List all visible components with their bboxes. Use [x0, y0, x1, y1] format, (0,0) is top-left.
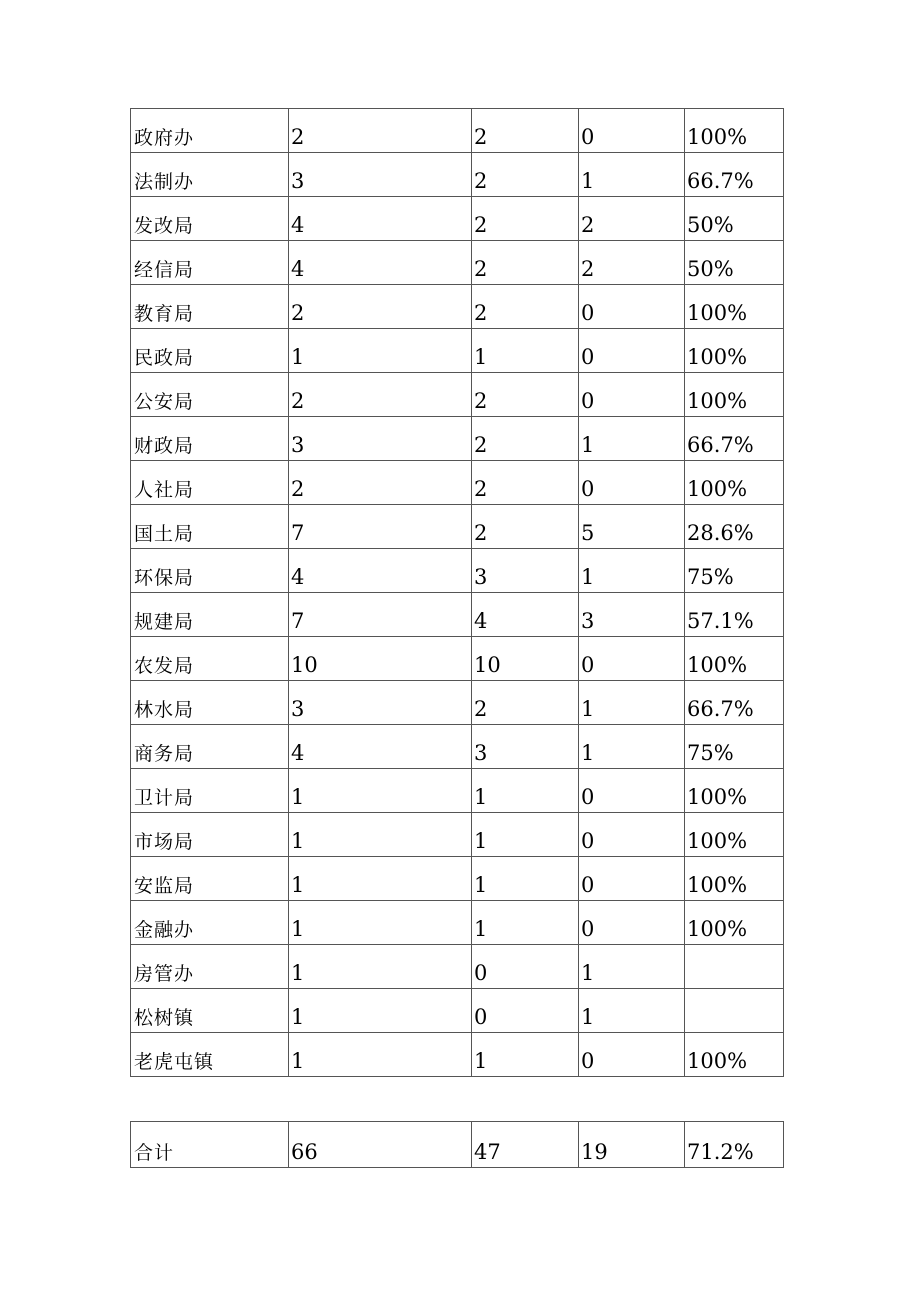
- row-col-b: 2: [472, 197, 579, 241]
- row-col-a: 1: [289, 1033, 472, 1077]
- row-col-b: 2: [472, 461, 579, 505]
- row-name: 老虎屯镇: [131, 1033, 289, 1077]
- table-row: [131, 681, 784, 725]
- row-col-b: 1: [472, 1033, 579, 1077]
- row-col-b: 0: [472, 989, 579, 1033]
- row-col-c: 0: [579, 329, 685, 373]
- row-percentage: 100%: [685, 285, 784, 329]
- row-percentage: 57.1%: [685, 593, 784, 637]
- row-col-b: 2: [472, 153, 579, 197]
- row-percentage: [685, 989, 784, 1033]
- row-percentage: 100%: [685, 813, 784, 857]
- row-name: 林水局: [131, 681, 289, 725]
- row-col-a: 1: [289, 945, 472, 989]
- row-col-c: 2: [579, 197, 685, 241]
- table-row: [131, 197, 784, 241]
- row-col-c: 0: [579, 857, 685, 901]
- row-name: 教育局: [131, 285, 289, 329]
- row-name: 发改局: [131, 197, 289, 241]
- row-name: 商务局: [131, 725, 289, 769]
- row-col-b: 1: [472, 769, 579, 813]
- row-col-b: 2: [472, 241, 579, 285]
- row-name: 环保局: [131, 549, 289, 593]
- row-col-b: 1: [472, 857, 579, 901]
- row-name: 国土局: [131, 505, 289, 549]
- table-row: [131, 857, 784, 901]
- row-col-c: 0: [579, 373, 685, 417]
- row-percentage: 66.7%: [685, 681, 784, 725]
- row-col-b: 2: [472, 109, 579, 153]
- row-col-c: 2: [579, 241, 685, 285]
- row-col-a: 1: [289, 857, 472, 901]
- row-col-a: 4: [289, 197, 472, 241]
- table-row: [131, 637, 784, 681]
- row-col-a: 2: [289, 461, 472, 505]
- row-name: 经信局: [131, 241, 289, 285]
- row-percentage: 100%: [685, 769, 784, 813]
- row-col-c: 1: [579, 681, 685, 725]
- table-row: [131, 241, 784, 285]
- total-col-a: 66: [289, 1122, 472, 1168]
- row-col-c: 1: [579, 549, 685, 593]
- row-col-b: 3: [472, 549, 579, 593]
- row-col-c: 1: [579, 417, 685, 461]
- table-row: [131, 593, 784, 637]
- row-name: 民政局: [131, 329, 289, 373]
- row-name: 卫计局: [131, 769, 289, 813]
- row-col-c: 0: [579, 1033, 685, 1077]
- row-col-c: 0: [579, 769, 685, 813]
- row-col-c: 0: [579, 109, 685, 153]
- row-col-b: 3: [472, 725, 579, 769]
- table-row: [131, 153, 784, 197]
- row-col-a: 4: [289, 241, 472, 285]
- table-row: [131, 813, 784, 857]
- row-col-a: 3: [289, 681, 472, 725]
- row-col-b: 2: [472, 373, 579, 417]
- row-percentage: 100%: [685, 1033, 784, 1077]
- row-col-c: 0: [579, 461, 685, 505]
- row-name: 金融办: [131, 901, 289, 945]
- row-name: 规建局: [131, 593, 289, 637]
- row-col-c: 3: [579, 593, 685, 637]
- table-row: [131, 373, 784, 417]
- table-row: [131, 1033, 784, 1077]
- row-col-c: 1: [579, 989, 685, 1033]
- row-percentage: 100%: [685, 901, 784, 945]
- row-col-a: 3: [289, 153, 472, 197]
- row-col-a: 7: [289, 505, 472, 549]
- row-col-a: 1: [289, 901, 472, 945]
- row-percentage: 100%: [685, 857, 784, 901]
- total-percentage: 71.2%: [685, 1122, 784, 1168]
- row-col-c: 0: [579, 637, 685, 681]
- department-table-body: [131, 109, 784, 1077]
- table-row: [131, 901, 784, 945]
- table-row: [131, 549, 784, 593]
- total-row: [131, 1122, 784, 1168]
- total-col-b: 47: [472, 1122, 579, 1168]
- row-col-c: 1: [579, 153, 685, 197]
- row-percentage: 100%: [685, 109, 784, 153]
- row-name: 公安局: [131, 373, 289, 417]
- row-percentage: 28.6%: [685, 505, 784, 549]
- row-col-c: 0: [579, 813, 685, 857]
- row-col-a: 2: [289, 373, 472, 417]
- row-name: 政府办: [131, 109, 289, 153]
- row-percentage: 100%: [685, 461, 784, 505]
- total-table: [130, 1121, 784, 1168]
- row-col-b: 2: [472, 417, 579, 461]
- row-percentage: 100%: [685, 637, 784, 681]
- table-row: [131, 417, 784, 461]
- row-col-b: 4: [472, 593, 579, 637]
- row-col-a: 1: [289, 813, 472, 857]
- row-col-a: 2: [289, 109, 472, 153]
- row-percentage: 100%: [685, 373, 784, 417]
- row-name: 财政局: [131, 417, 289, 461]
- table-row: [131, 769, 784, 813]
- row-name: 市场局: [131, 813, 289, 857]
- row-col-a: 1: [289, 329, 472, 373]
- row-col-c: 1: [579, 725, 685, 769]
- row-name: 法制办: [131, 153, 289, 197]
- table-row: [131, 329, 784, 373]
- row-col-a: 4: [289, 549, 472, 593]
- row-col-a: 3: [289, 417, 472, 461]
- row-percentage: 50%: [685, 197, 784, 241]
- row-col-b: 2: [472, 285, 579, 329]
- table-row: [131, 945, 784, 989]
- row-col-a: 4: [289, 725, 472, 769]
- row-col-a: 2: [289, 285, 472, 329]
- table-row: [131, 461, 784, 505]
- table-row: [131, 285, 784, 329]
- row-col-a: 1: [289, 989, 472, 1033]
- row-col-c: 5: [579, 505, 685, 549]
- row-col-a: 10: [289, 637, 472, 681]
- row-percentage: 66.7%: [685, 153, 784, 197]
- row-percentage: 75%: [685, 549, 784, 593]
- row-name: 安监局: [131, 857, 289, 901]
- row-name: 农发局: [131, 637, 289, 681]
- table-row: [131, 989, 784, 1033]
- row-col-b: 0: [472, 945, 579, 989]
- row-percentage: 75%: [685, 725, 784, 769]
- department-table: [130, 108, 784, 1077]
- row-col-c: 1: [579, 945, 685, 989]
- row-col-b: 1: [472, 329, 579, 373]
- row-name: 人社局: [131, 461, 289, 505]
- row-col-b: 2: [472, 505, 579, 549]
- row-percentage: 100%: [685, 329, 784, 373]
- row-col-c: 0: [579, 285, 685, 329]
- row-col-b: 2: [472, 681, 579, 725]
- row-col-a: 7: [289, 593, 472, 637]
- row-percentage: 50%: [685, 241, 784, 285]
- row-col-b: 10: [472, 637, 579, 681]
- row-percentage: 66.7%: [685, 417, 784, 461]
- total-col-c: 19: [579, 1122, 685, 1168]
- row-col-b: 1: [472, 813, 579, 857]
- table-row: [131, 725, 784, 769]
- row-col-a: 1: [289, 769, 472, 813]
- table-row: [131, 505, 784, 549]
- row-name: 房管办: [131, 945, 289, 989]
- row-percentage: [685, 945, 784, 989]
- total-label: 合计: [131, 1122, 289, 1168]
- row-col-c: 0: [579, 901, 685, 945]
- table-row: [131, 109, 784, 153]
- row-col-b: 1: [472, 901, 579, 945]
- row-name: 松树镇: [131, 989, 289, 1033]
